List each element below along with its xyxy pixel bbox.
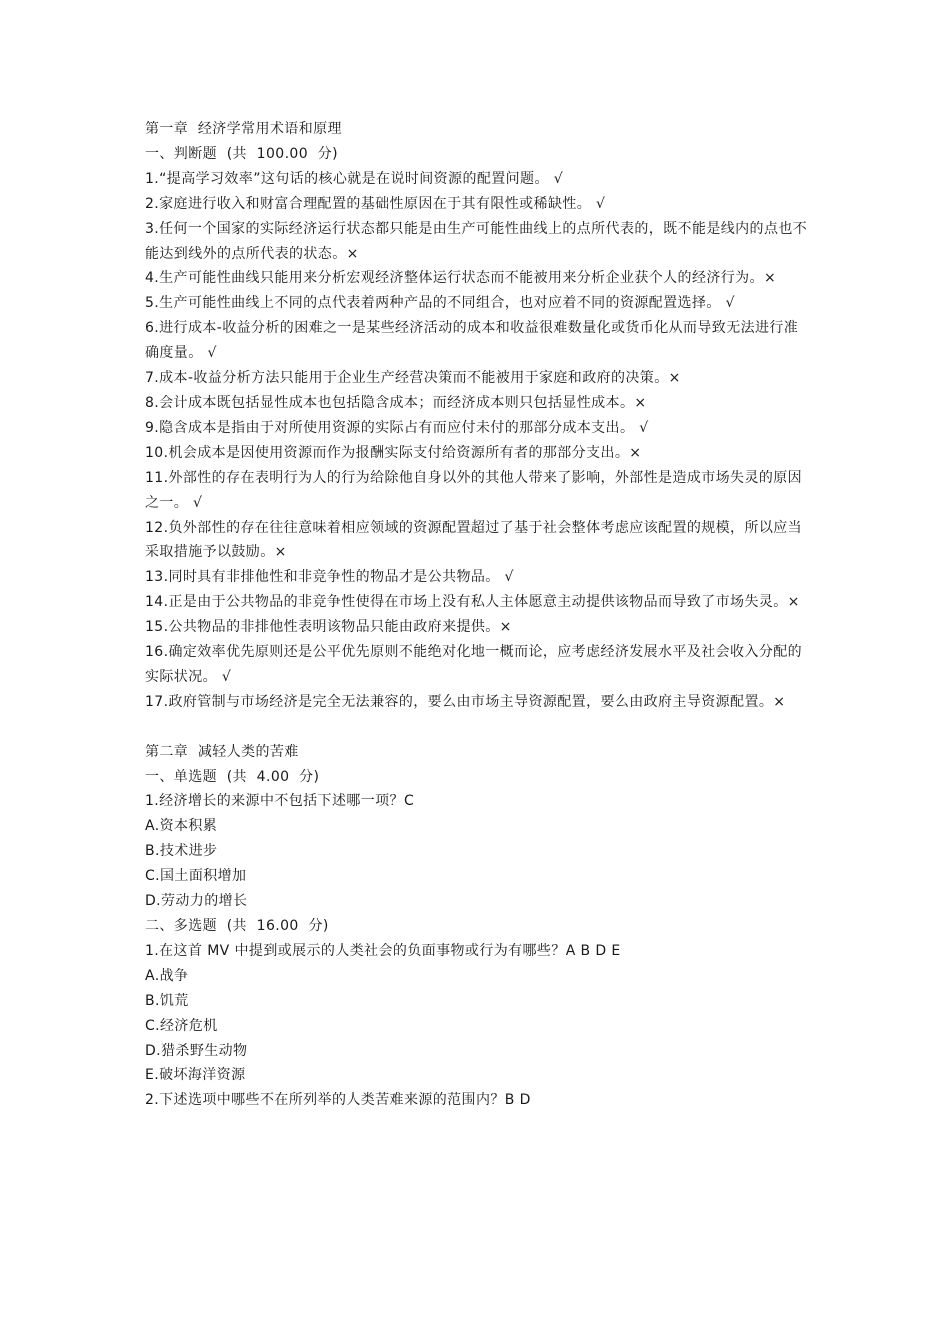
- true-false-item-8: 8.会计成本既包括显性成本也包括隐含成本；而经济成本则只包括显性成本。×: [145, 394, 647, 411]
- single-choice-section-heading: 一、单选题 (共 4.00 分): [145, 768, 320, 785]
- true-false-item-13: 13.同时具有非排他性和非竞争性的物品才是公共物品。 √: [145, 569, 514, 586]
- true-false-item-7: 7.成本-收益分析方法只能用于企业生产经营决策而不能被用于家庭和政府的决策。×: [145, 370, 681, 387]
- document-content: [145, 117, 808, 1113]
- true-false-item-17: 17.政府管制与市场经济是完全无法兼容的，要么由市场主导资源配置，要么由政府主导资源配置。×: [145, 693, 786, 710]
- true-false-item-16: 16.确定效率优先原则还是公平优先原则不能绝对化地一概而论，应考虑经济发展水平及社会收入分配的实际状况。 √: [145, 644, 803, 685]
- true-false-item-10: 10.机会成本是因使用资源而作为报酬实际支付给资源所有者的那部分支出。×: [145, 444, 642, 461]
- chapter-1-section-heading: 一、判断题 (共 100.00 分): [145, 145, 339, 162]
- option-c: C.国土面积增加: [145, 868, 247, 885]
- true-false-item-5: 5.生产可能性曲线上不同的点代表着两种产品的不同组合，也对应着不同的资源配置选择。 √: [145, 295, 735, 312]
- multiple-choice-question-1: 1.在这首 MV 中提到或展示的人类社会的负面事物或行为有哪些？A B D E: [145, 942, 621, 959]
- true-false-item-3: 3.任何一个国家的实际经济运行状态都只能是由生产可能性曲线上的点所代表的，既不能是线内的点也不能达到线外的点所代表的状态。×: [145, 220, 808, 262]
- true-false-item-9: 9.隐含成本是指由于对所使用资源的实际占有而应付未付的那部分成本支出。 √: [145, 419, 649, 436]
- option-d: D.猎杀野生动物: [145, 1042, 248, 1059]
- chapter-2-title: 第二章 减轻人类的苦难: [145, 743, 299, 760]
- true-false-item-2: 2.家庭进行收入和财富合理配置的基础性原因在于其有限性或稀缺性。 √: [145, 195, 606, 212]
- chapter-spacer: [145, 715, 808, 740]
- multiple-choice-section-heading: 二、多选题 (共 16.00 分): [145, 917, 329, 934]
- true-false-item-6: 6.进行成本-收益分析的困难之一是某些经济活动的成本和收益很难数量化或货币化从而导致无法进行准确度量。 √: [145, 320, 799, 362]
- option-a: A.资本积累: [145, 818, 218, 835]
- option-c: C.经济危机: [145, 1017, 218, 1034]
- true-false-item-1: 1.“提高学习效率”这句话的核心就是在说时间资源的配置问题。 √: [145, 170, 564, 187]
- true-false-item-15: 15.公共物品的非排他性表明该物品只能由政府来提供。×: [145, 619, 512, 636]
- option-e: E.破坏海洋资源: [145, 1067, 246, 1084]
- option-b: B.技术进步: [145, 843, 218, 860]
- true-false-item-14: 14.正是由于公共物品的非竞争性使得在市场上没有私人主体愿意主动提供该物品而导致了市场失灵。×: [145, 594, 800, 611]
- true-false-item-12: 12.负外部性的存在往往意味着相应领域的资源配置超过了基于社会整体考虑应该配置的规模，所以应当采取措施予以鼓励。×: [145, 519, 803, 561]
- option-a: A.战争: [145, 967, 189, 984]
- chapter-1-title: 第一章 经济学常用术语和原理: [145, 121, 342, 137]
- multiple-choice-question-2: 2.下述选项中哪些不在所列举的人类苦难来源的范围内？B D: [145, 1092, 531, 1109]
- option-d: D.劳动力的增长: [145, 893, 248, 910]
- true-false-item-4: 4.生产可能性曲线只能用来分析宏观经济整体运行状态而不能被用来分析企业获个人的经济行为。×: [145, 270, 777, 287]
- option-b: B.饥荒: [145, 992, 189, 1009]
- single-choice-question-1: 1.经济增长的来源中不包括下述哪一项？C: [145, 793, 415, 810]
- true-false-item-11: 11.外部性的存在表明行为人的行为给除他自身以外的其他人带来了影响，外部性是造成市场失灵的原因之一。 √: [145, 469, 803, 511]
